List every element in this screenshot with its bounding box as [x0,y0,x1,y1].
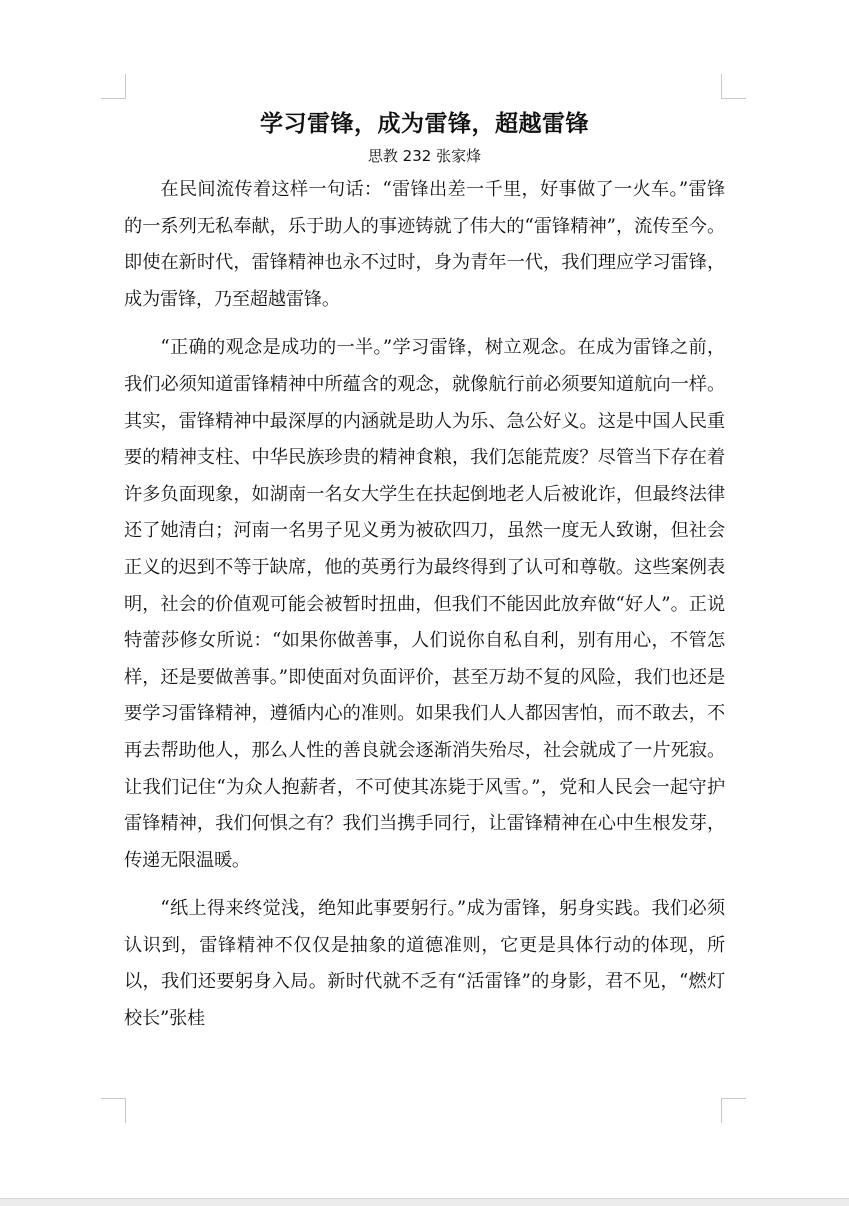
paragraph-2: “正确的观念是成功的一半。”学习雷锋，树立观念。在成为雷锋之前，我们必须知道雷锋精神中所蕴含的观念，就像航行前必须要知道航向一样。其实，雷锋精神中最深厚的内涵就是助人为乐、急公好义。这是中国人民重要的精神支柱、中华民族珍贵的精神食粮，我们怎能荒废？尽管当下存在着许多负面现象，如湖南一名女大学生在扶起倒地老人后被讹诈，但最终法律还了她清白；河南一名男子见义勇为被砍四刀，虽然一度无人致谢，但社会正义的迟到不等于缺席，他的英勇行为最终得到了认可和尊敬。这些案例表明，社会的价值观可能会被暂时扭曲，但我们不能因此放弃做“好人”。正说特蕾莎修女所说：“如果你做善事，人们说你自私自利，别有用心，不管怎样，还是要做善事。”即使面对负面评价，甚至万劫不复的风险，我们也还是要学习雷锋精神，遵循内心的准则。如果我们人人都因害怕，而不敢去，不再去帮助他人，那么人性的善良就会逐渐消失殆尽，社会就成了一片死寂。让我们记住“为众人抱薪者，不可使其冻毙于风雪。”，党和人民会一起守护雷锋精神，我们何惧之有？我们当携手同行，让雷锋精神在心中生根发芽，传递无限温暖。 [124,337,725,871]
page-gap-strip [0,1198,849,1206]
paragraph-3: “纸上得来终觉浅，绝知此事要躬行。”成为雷锋，躬身实践。我们必须认识到，雷锋精神不仅仅是抽象的道德准则，它更是具体行动的体现，所以，我们还要躬身入局。新时代就不乏有“活雷锋”的身影，君不见，“燃灯校长”张桂 [124,898,725,1030]
margin-corner-mark-top-right [721,74,746,99]
document-body[interactable] [124,100,725,1100]
margin-corner-mark-top-left [101,74,126,99]
document-title: 学习雷锋，成为雷锋，超越雷锋 [260,111,589,137]
paragraph-1: 在民间流传着这样一句话：“雷锋出差一千里，好事做了一火车。”雷锋的一系列无私奉献，乐于助人的事迹铸就了伟大的“雷锋精神”，流传至今。即使在新时代，雷锋精神也永不过时，身为青年一代，我们理应学习雷锋，成为雷锋，乃至超越雷锋。 [124,179,725,310]
author-line: 思教 232 张家烽 [367,147,482,165]
margin-corner-mark-bottom-left [101,1098,126,1123]
margin-corner-mark-bottom-right [721,1098,746,1123]
